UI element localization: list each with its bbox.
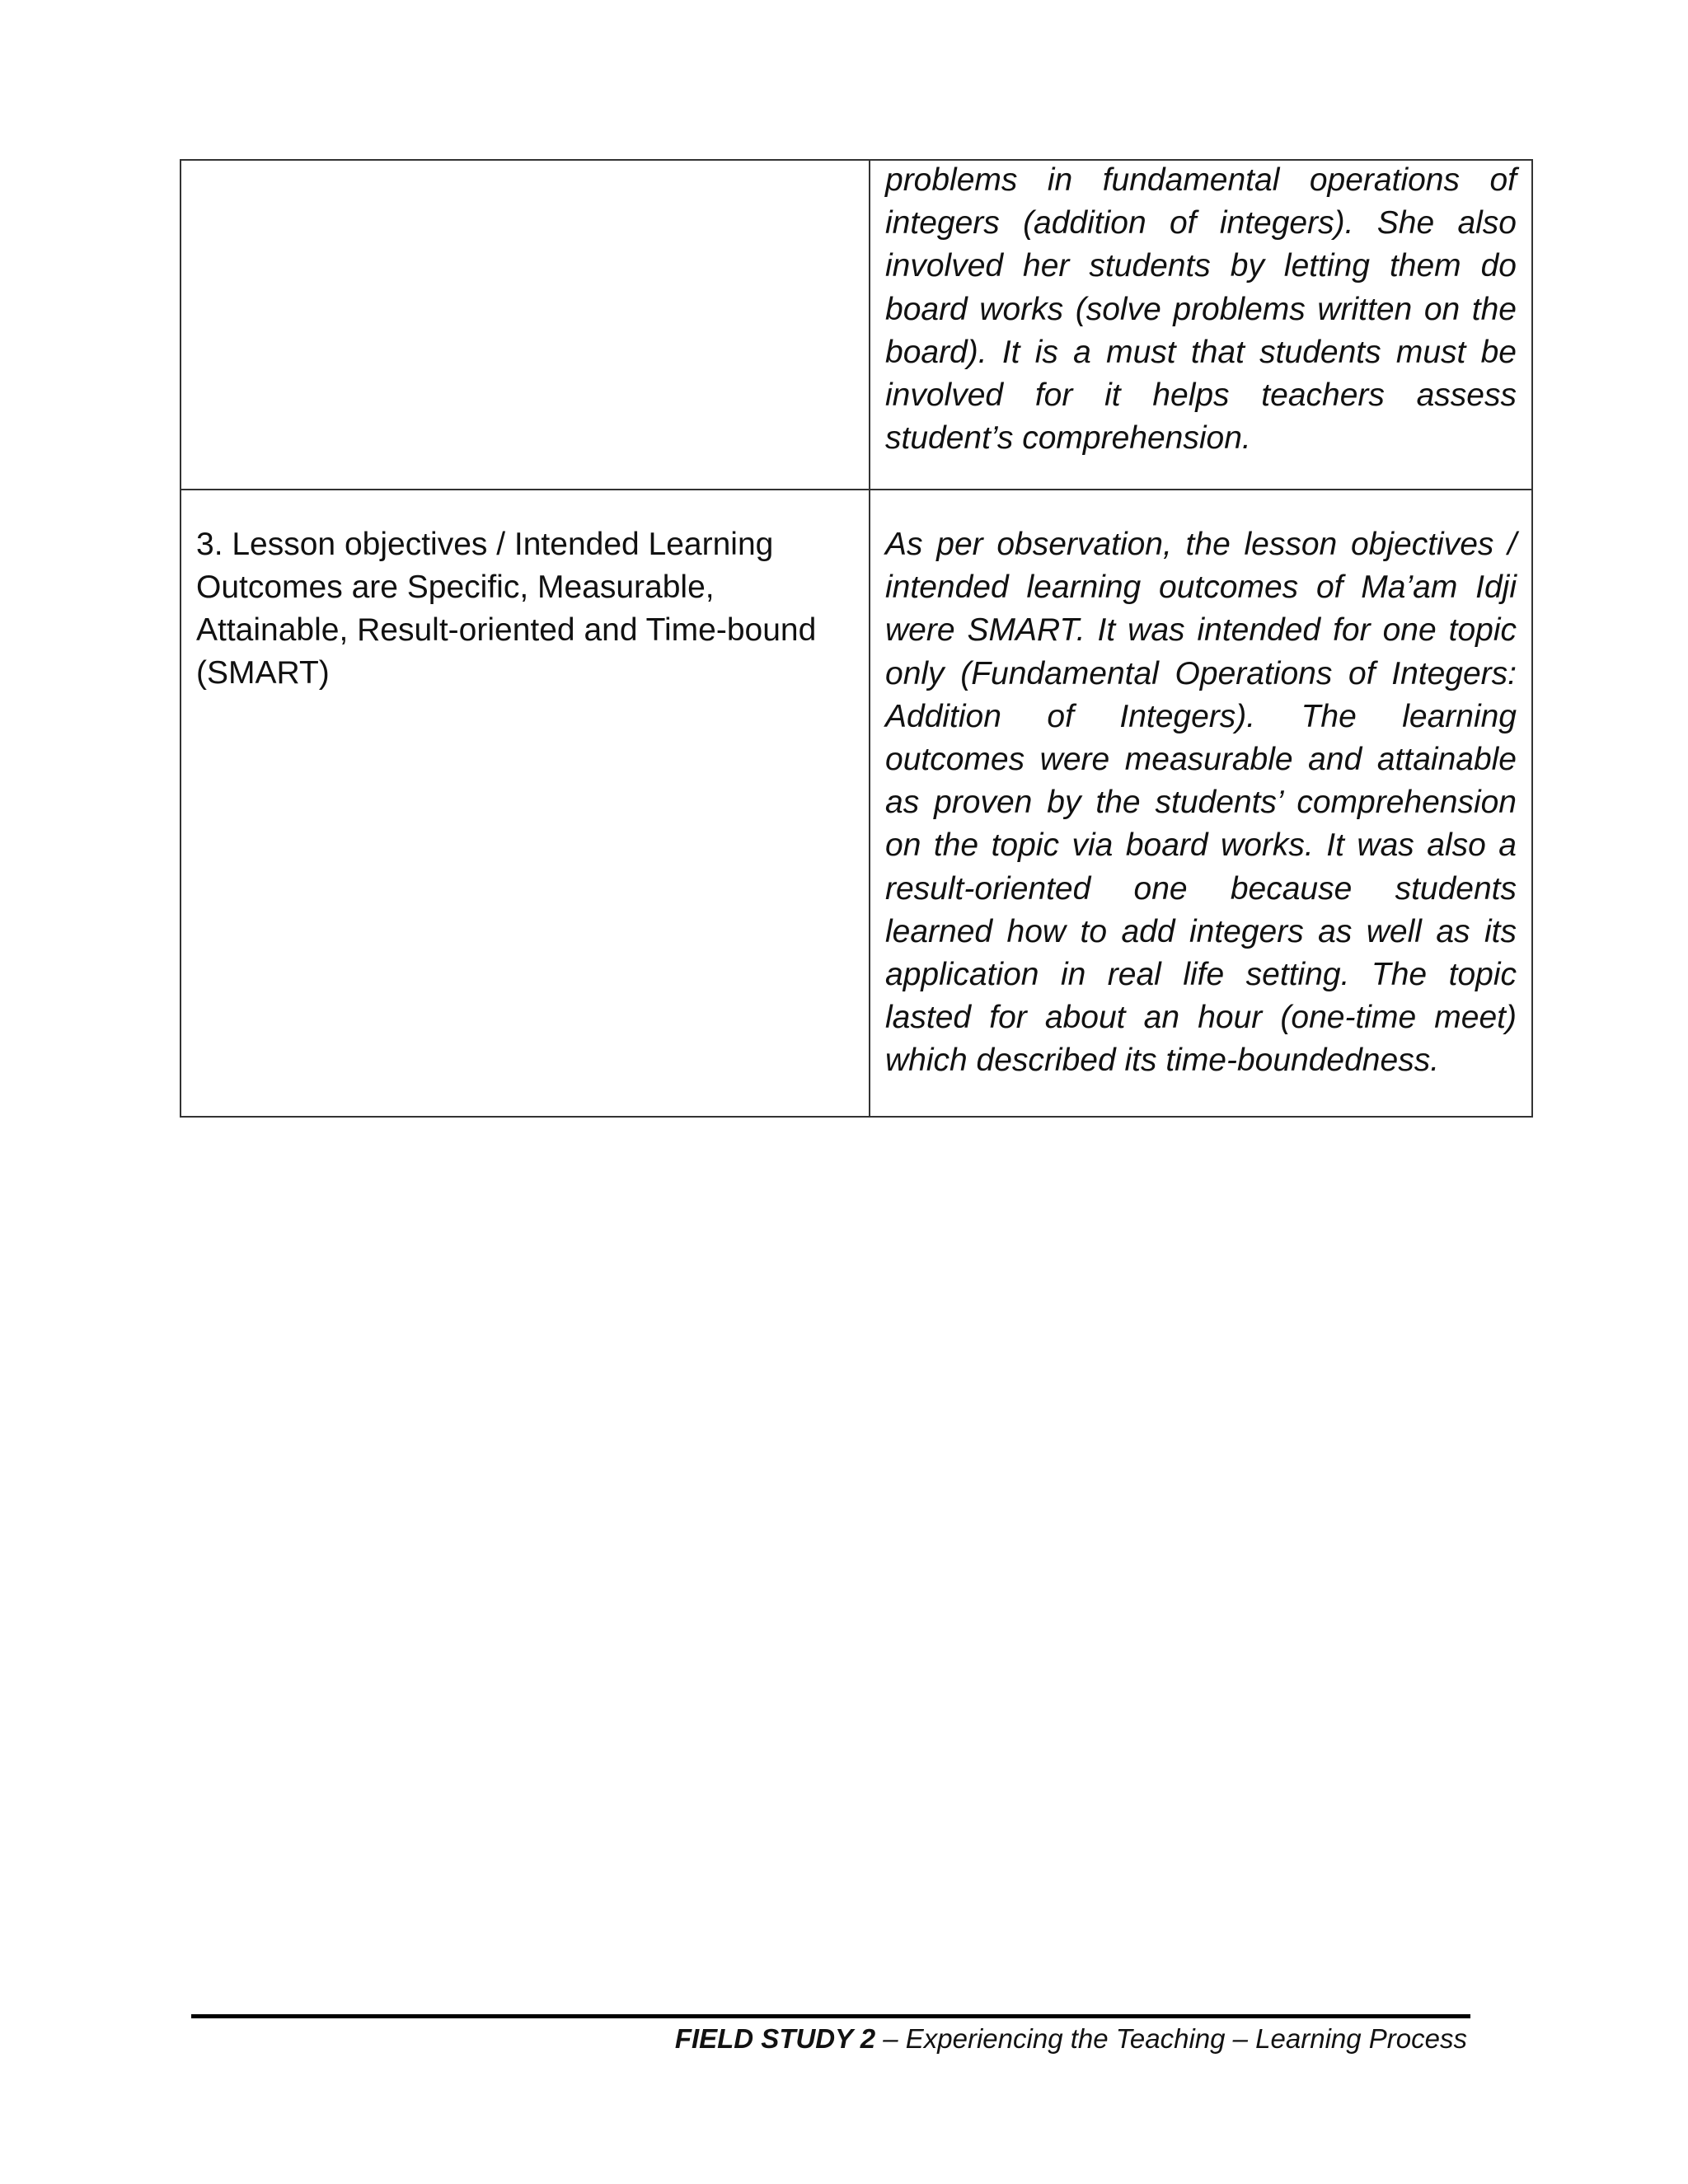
table-row xyxy=(181,160,1532,490)
footer-subtitle: – Experiencing the Teaching – Learning Process xyxy=(875,2023,1467,2054)
criterion-text xyxy=(181,161,869,218)
criterion-text: 3. Lesson objectives / Intended Learning Outcomes are Specific, Measurable, Attainable, Result-oriented and Time-bound (SMART) xyxy=(196,527,826,691)
criterion-cell xyxy=(181,160,870,490)
observation-text: As per observation, the lesson objectives / intended learning outcomes of Ma’am Idji were SMART. It was intended for one topic only (Fundamental Operations of Integers: Addition of Integers). The learning outcomes were measurable and attainable as proven by the students’ comprehension on the topic via board works. It was also a result-oriented one because students learned how to add integers as well as its application in real life setting. The topic lasted for about an hour (one-time meet) which described its time-boundedness. xyxy=(885,527,1517,1079)
observation-cell xyxy=(870,160,1532,490)
observation-text: problems in fundamental operations of integers (addition of integers). She also involved her students by letting them do board works (solve problems written on the board). It is a must that students must be involved for it helps teachers assess student’s comprehension. xyxy=(885,162,1517,457)
footer-divider xyxy=(191,2014,1470,2018)
footer-course-title: FIELD STUDY 2 xyxy=(674,2023,876,2054)
table-row xyxy=(181,490,1532,1117)
observation-table xyxy=(180,159,1533,1118)
criterion-cell xyxy=(181,490,870,1117)
page-footer xyxy=(675,2021,1467,2057)
observation-cell xyxy=(870,490,1532,1117)
